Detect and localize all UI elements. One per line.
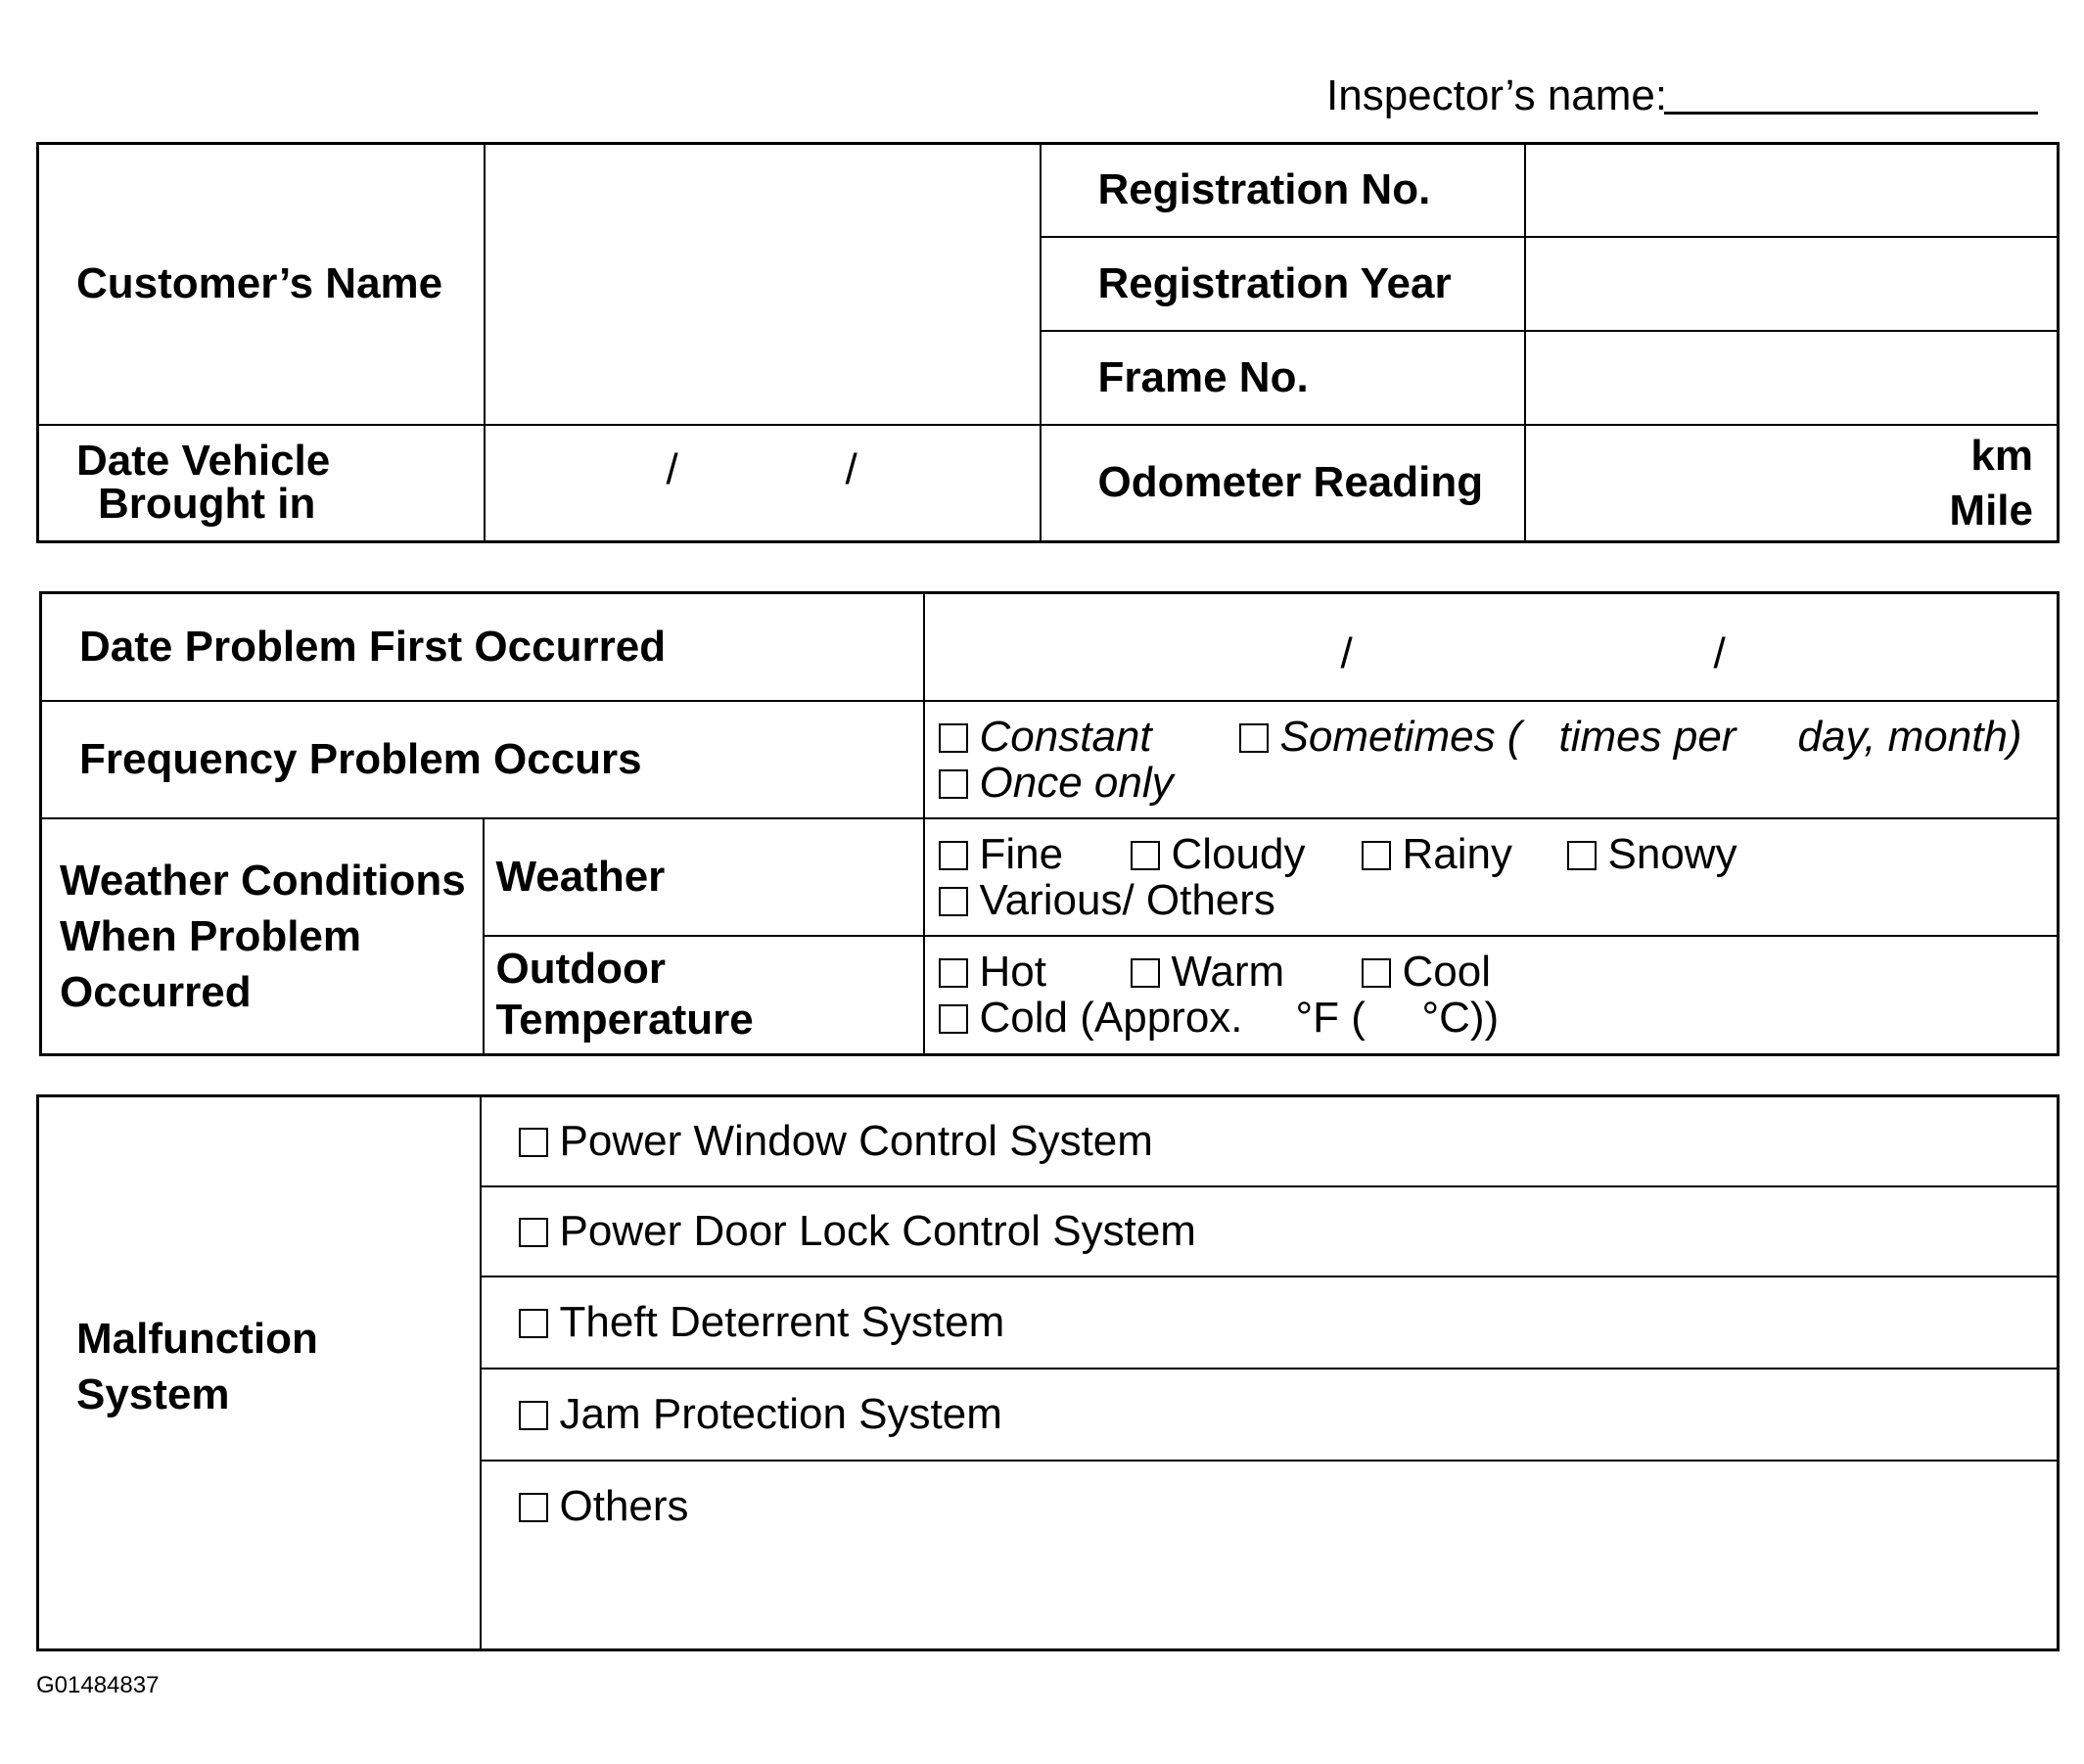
freq-day-month: day, month) [1797, 712, 2022, 761]
weather-conditions-label-cell [41, 818, 484, 1055]
checkbox[interactable] [939, 841, 968, 870]
customer-name-label: Customer’s Name [76, 259, 443, 308]
checkbox[interactable] [939, 723, 968, 753]
date-first-label-cell [41, 593, 924, 701]
figure-id: G01484837 [36, 1672, 160, 1698]
freq-constant-option[interactable] [939, 714, 1152, 760]
malfunction-table [36, 1094, 2060, 1651]
date-slash: / [1340, 629, 1353, 677]
date-slash: / [666, 444, 678, 493]
malfunction-option-row[interactable] [481, 1096, 2059, 1186]
date-first-field[interactable] [924, 593, 2059, 701]
checkbox[interactable] [939, 769, 968, 799]
option-label: Others [559, 1481, 689, 1530]
registration-year-label-cell [1041, 237, 1525, 331]
checkbox[interactable] [1131, 841, 1160, 870]
inspector-name-label: Inspector’s name: [1326, 71, 1668, 119]
weather-conditions-label [42, 853, 483, 1020]
others-option[interactable] [482, 1462, 2058, 1529]
frequency-options-cell [924, 701, 2059, 818]
date-vehicle-field[interactable] [485, 425, 1041, 542]
checkbox[interactable] [1239, 723, 1269, 753]
temp-hot-option[interactable] [939, 949, 1046, 995]
odometer-field[interactable] [1525, 425, 2059, 542]
option-label: Power Door Lock Control System [559, 1207, 1196, 1255]
customer-name-field[interactable] [485, 144, 1041, 425]
malfunction-label [39, 1097, 480, 1422]
checkbox[interactable] [519, 1128, 548, 1157]
temp-label-cell [484, 936, 924, 1055]
option-label: Fine [979, 829, 1064, 878]
date-first-label: Date Problem First Occurred [79, 622, 667, 671]
power-window-option[interactable] [482, 1118, 2058, 1164]
malfunction-option-row[interactable] [481, 1461, 2059, 1650]
unit-mile: Mile [1949, 486, 2033, 534]
date-slash: / [1713, 629, 1726, 677]
vehicle-info-table [36, 142, 2060, 543]
weather-conditions-line1: Weather Conditions [60, 856, 466, 905]
freq-times-per: times per [1558, 712, 1737, 761]
malfunction-option-row[interactable] [481, 1369, 2059, 1461]
problem-details-table [39, 591, 2060, 1056]
odometer-label-cell [1041, 425, 1525, 542]
frame-no-label-cell [1041, 331, 1525, 425]
checkbox[interactable] [519, 1218, 548, 1247]
temp-fahrenheit: °F ( [1295, 994, 1366, 1043]
weather-label: Weather [495, 852, 666, 901]
option-label: Constant [979, 712, 1152, 761]
frame-no-label: Frame No. [1097, 352, 1309, 401]
temp-label: Outdoor Temperature [495, 945, 754, 1044]
registration-no-label-cell [1041, 144, 1525, 237]
option-label: Theft Deterrent System [559, 1298, 1005, 1346]
checkbox[interactable] [1567, 841, 1597, 870]
date-vehicle-label-line1: Date Vehicle [76, 437, 331, 486]
option-label: Cold (Approx. [979, 994, 1243, 1043]
registration-no-label: Registration No. [1097, 165, 1431, 214]
malfunction-option-row[interactable] [481, 1277, 2059, 1369]
jam-protection-option[interactable] [482, 1391, 2058, 1437]
option-label: Once only [979, 758, 1174, 807]
temp-cold-option[interactable] [939, 995, 1243, 1041]
malfunction-label-line2: System [76, 1370, 230, 1418]
customer-name-label-cell [38, 144, 485, 425]
temp-options-cell [924, 936, 2059, 1055]
weather-snowy-option[interactable] [1567, 831, 1737, 877]
checkbox[interactable] [519, 1401, 548, 1430]
checkbox[interactable] [1362, 958, 1391, 988]
malfunction-option-row[interactable] [481, 1186, 2059, 1277]
option-label: Jam Protection System [559, 1390, 1002, 1438]
date-vehicle-label-cell [38, 425, 485, 542]
odometer-label: Odometer Reading [1097, 458, 1484, 507]
temp-warm-option[interactable] [1131, 949, 1285, 995]
option-label: Various/ Others [979, 875, 1275, 924]
malfunction-label-line1: Malfunction [76, 1315, 318, 1363]
registration-year-field[interactable] [1525, 237, 2059, 331]
checkbox[interactable] [519, 1309, 548, 1338]
checkbox[interactable] [939, 958, 968, 988]
checkbox[interactable] [1362, 841, 1391, 870]
registration-year-label: Registration Year [1097, 258, 1452, 307]
unit-km: km [1970, 431, 2033, 480]
date-slash: / [845, 444, 857, 493]
power-door-lock-option[interactable] [482, 1208, 2058, 1254]
option-label: Rainy [1402, 829, 1513, 878]
weather-fine-option[interactable] [939, 831, 1064, 877]
inspector-name-row [1326, 67, 1667, 125]
option-label: Power Window Control System [559, 1117, 1153, 1166]
option-label: Cloudy [1171, 829, 1306, 878]
frequency-label-cell [41, 701, 924, 818]
option-label: Sometimes ( [1279, 712, 1522, 761]
weather-cloudy-option[interactable] [1131, 831, 1306, 877]
checkbox[interactable] [1131, 958, 1160, 988]
weather-label-cell [484, 818, 924, 936]
weather-conditions-line2: When Problem [60, 911, 362, 960]
date-vehicle-label [39, 437, 484, 529]
checkbox[interactable] [939, 887, 968, 916]
temp-cool-option[interactable] [1362, 949, 1492, 995]
option-label: Hot [979, 948, 1046, 997]
date-vehicle-label-line2: Brought in [98, 480, 316, 529]
registration-no-field[interactable] [1525, 144, 2059, 237]
freq-once-option[interactable] [939, 760, 1174, 806]
checkbox[interactable] [519, 1493, 548, 1522]
inspector-name-field[interactable] [1664, 110, 2038, 115]
weather-conditions-line3: Occurred [60, 967, 252, 1016]
temp-celsius: °C)) [1421, 994, 1500, 1043]
option-label: Cool [1402, 948, 1492, 997]
checkbox[interactable] [939, 1004, 968, 1034]
weather-various-option[interactable] [939, 877, 1275, 923]
option-label: Warm [1171, 948, 1285, 997]
weather-rainy-option[interactable] [1362, 831, 1513, 877]
weather-options-cell [924, 818, 2059, 936]
option-label: Snowy [1607, 829, 1737, 878]
frequency-label: Frequency Problem Occurs [79, 734, 642, 783]
theft-deterrent-option[interactable] [482, 1299, 2058, 1345]
malfunction-label-cell [38, 1096, 481, 1650]
frame-no-field[interactable] [1525, 331, 2059, 425]
freq-sometimes-option[interactable] [1239, 714, 1522, 760]
